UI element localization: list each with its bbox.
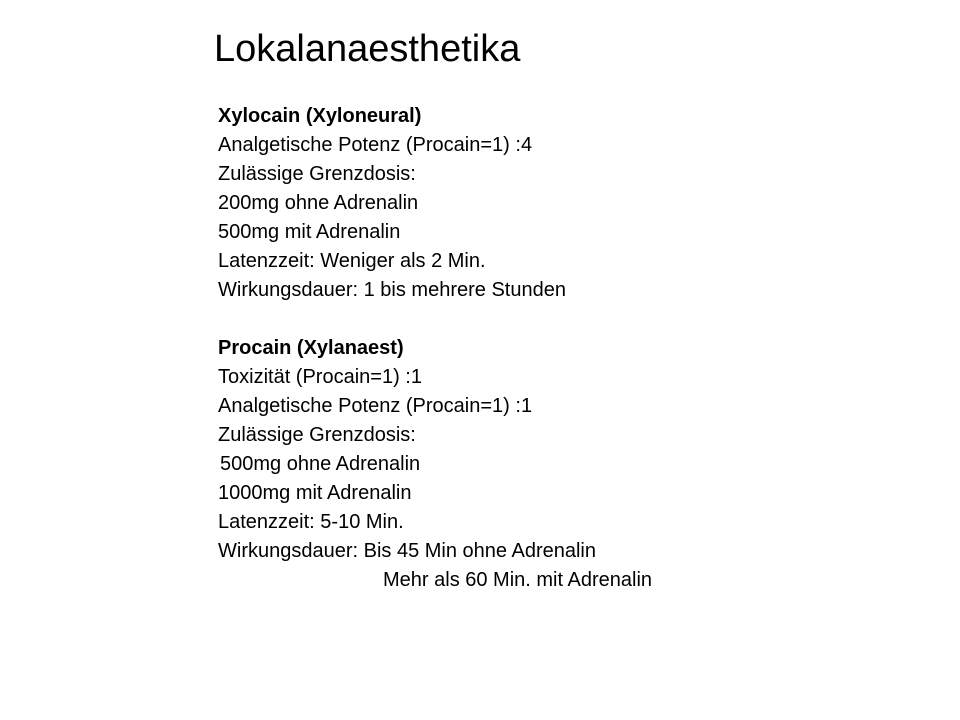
section-procain <box>218 334 918 595</box>
text-line: Latenzzeit: Weniger als 2 Min. <box>218 250 486 272</box>
text-line: Analgetische Potenz (Procain=1) :1 <box>218 395 533 417</box>
section-heading: Xylocain (Xyloneural) <box>218 105 422 127</box>
slide-content <box>218 102 918 595</box>
text-line: Zulässige Grenzdosis: <box>218 163 416 185</box>
section-xylocain <box>218 102 918 305</box>
text-line: 200mg ohne Adrenalin <box>218 192 419 214</box>
text-line: 500mg ohne Adrenalin <box>220 453 421 475</box>
text-line: 1000mg mit Adrenalin <box>218 482 412 504</box>
text-line: Wirkungsdauer: 1 bis mehrere Stunden <box>218 279 566 301</box>
text-line: Toxizität (Procain=1) :1 <box>218 366 422 388</box>
text-line: Analgetische Potenz (Procain=1) :4 <box>218 134 533 156</box>
text-line: Wirkungsdauer: Bis 45 Min ohne Adrenalin <box>218 540 596 562</box>
text-line: 500mg mit Adrenalin <box>218 221 401 243</box>
section-heading: Procain (Xylanaest) <box>218 337 404 359</box>
text-line: Latenzzeit: 5-10 Min. <box>218 511 404 533</box>
slide-title: Lokalanaesthetika <box>214 28 521 70</box>
text-line: Mehr als 60 Min. mit Adrenalin <box>383 569 653 591</box>
text-line: Zulässige Grenzdosis: <box>218 424 416 446</box>
